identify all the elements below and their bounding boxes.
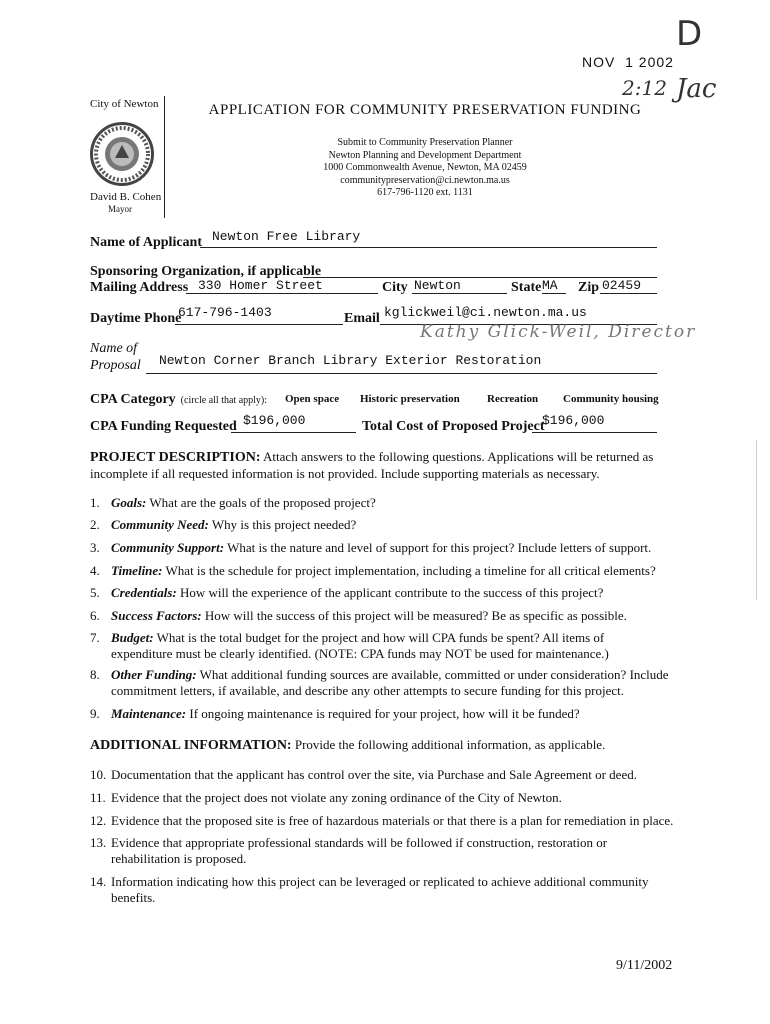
email-label: Email [344,311,380,326]
submit-line: 1000 Commonwealth Avenue, Newton, MA 02459 [323,162,527,173]
address-label: Mailing Address [90,280,189,295]
question-item: 8. Other Funding: What additional funding sources are available, committed or under consideration? Include commitment letters, if available, and describe any other attempts to secure funding for this project. [90,667,669,698]
project-description-intro [90,449,665,482]
proposal-label-line1: Name of [90,341,138,356]
received-stamp-date: NOV 1 2002 [582,54,674,70]
state-field-line [542,293,566,294]
proposal-label-line2: Proposal [90,358,141,373]
funding-field[interactable]: $196,000 [243,413,306,428]
additional-item: 13. Evidence that appropriate professional standards will be followed if construction, restoration or rehabilitation is proposed. [90,835,608,866]
phone-label: Daytime Phone [90,311,182,326]
category-historic-preservation[interactable]: Historic preservation [360,393,460,405]
handwritten-letter: D [676,14,703,54]
handwritten-time: 2:12 [622,76,667,100]
seal-icon [93,125,151,183]
applicant-field-line [200,247,657,248]
question-item: 3. Community Support: What is the nature and level of support for this project? Include letters of support. [90,540,652,555]
total-cost-field-line [532,432,657,433]
question-key: Success Factors: [111,608,202,623]
submit-line: Submit to Community Preservation Planner [337,137,513,148]
additional-info-text: Provide the following additional information, as applicable. [294,737,606,752]
phone-field-line [175,324,343,325]
state-field[interactable]: MA [542,278,558,293]
address-field[interactable]: 330 Homer Street [198,278,323,293]
proposal-field[interactable]: Newton Corner Branch Library Exterior Restoration [159,353,542,368]
scan-edge-line [756,440,757,600]
question-key: Other Funding: [111,667,197,682]
question-item: 1. Goals: What are the goals of the proposed project? [90,495,376,510]
category-row [90,392,267,408]
category-note: (circle all that apply): [180,395,268,406]
additional-item: 11. Evidence that the project does not violate any zoning ordinance of the City of Newton. [90,790,562,805]
question-key: Community Support: [111,540,225,555]
funding-label: CPA Funding Requested [90,419,237,434]
question-key: Credentials: [111,585,177,600]
zip-label: Zip [578,280,600,295]
additional-item: 12. Evidence that the proposed site is free of hazardous materials or that there is a plan for remediation in place. [90,813,674,828]
email-field[interactable]: kglickweil@ci.newton.ma.us [384,305,587,320]
city-field-line [412,293,507,294]
question-item: 4. Timeline: What is the schedule for project implementation, including a timeline for all critical elements? [90,563,656,578]
project-description-heading: PROJECT DESCRIPTION: [90,450,261,465]
question-key: Maintenance: [111,706,187,721]
address-field-line [186,293,378,294]
category-label: CPA Category [90,392,176,407]
submit-line: Newton Planning and Development Department [328,149,522,161]
handwritten-initials: Jac [676,74,717,104]
mayor-title: Mayor [108,204,132,214]
zip-field[interactable]: 02459 [602,278,642,293]
additional-item: 14. Information indicating how this project can be leveraged or replicated to achieve additional community benefits. [90,874,649,905]
handwritten-contact-name: Kathy Glick-Weil, Director [420,322,697,342]
additional-info-heading: ADDITIONAL INFORMATION: [90,738,292,753]
submit-line: 617-796-1120 ext. 1131 [377,187,473,198]
total-cost-field[interactable]: $196,000 [542,413,605,428]
category-open-space[interactable]: Open space [285,393,340,405]
question-key: Goals: [111,495,147,510]
additional-item: 10. Documentation that the applicant has control over the site, via Purchase and Sale Agreement or deed. [90,767,637,782]
submit-instructions [280,137,570,200]
submit-line: communitypreservation@ci.newton.ma.us [340,174,510,186]
project-description-text: Attach answers to the following questions. Applications will be returned as incomplete if all requested information is not provided. Include supporting materials as necessary. [90,449,654,481]
city-seal-logo [90,122,154,186]
city-field[interactable]: Newton [414,278,461,293]
question-key: Community Need: [111,517,209,532]
zip-field-line [600,293,657,294]
question-key: Budget: [111,630,154,645]
state-label: State [511,280,542,295]
header-divider [164,96,165,218]
question-item: 7. Budget: What is the total budget for the project and how will CPA funds be spent? All items of expenditure must be clearly identified. (NOTE: CPA funds may NOT be used for maintenance.) [90,630,609,661]
category-community-housing[interactable]: Community housing [563,393,659,405]
additional-info-intro [90,737,665,754]
category-recreation[interactable]: Recreation [487,393,539,405]
city-name: City of Newton [90,98,159,110]
funding-field-line [231,432,356,433]
proposal-field-line [146,373,657,374]
phone-field[interactable]: 617-796-1403 [178,305,272,320]
total-cost-label: Total Cost of Proposed Project [362,419,545,434]
question-item: 6. Success Factors: How will the success of this project will be measured? Be as specific as possible. [90,608,627,623]
question-key: Timeline: [111,563,163,578]
footer-date: 9/11/2002 [616,958,673,973]
page-title: APPLICATION FOR COMMUNITY PRESERVATION FUNDING [208,102,642,118]
question-item: 9. Maintenance: If ongoing maintenance is required for your project, how will it be funded? [90,706,580,721]
question-item: 2. Community Need: Why is this project needed? [90,517,357,532]
applicant-field[interactable]: Newton Free Library [212,229,361,244]
city-label: City [382,280,408,295]
mayor-name: David B. Cohen [90,191,162,203]
sponsor-label: Sponsoring Organization, if applicable [90,264,322,279]
question-item: 5. Credentials: How will the experience of the applicant contribute to the success of this project? [90,585,604,600]
applicant-label: Name of Applicant [90,235,202,250]
